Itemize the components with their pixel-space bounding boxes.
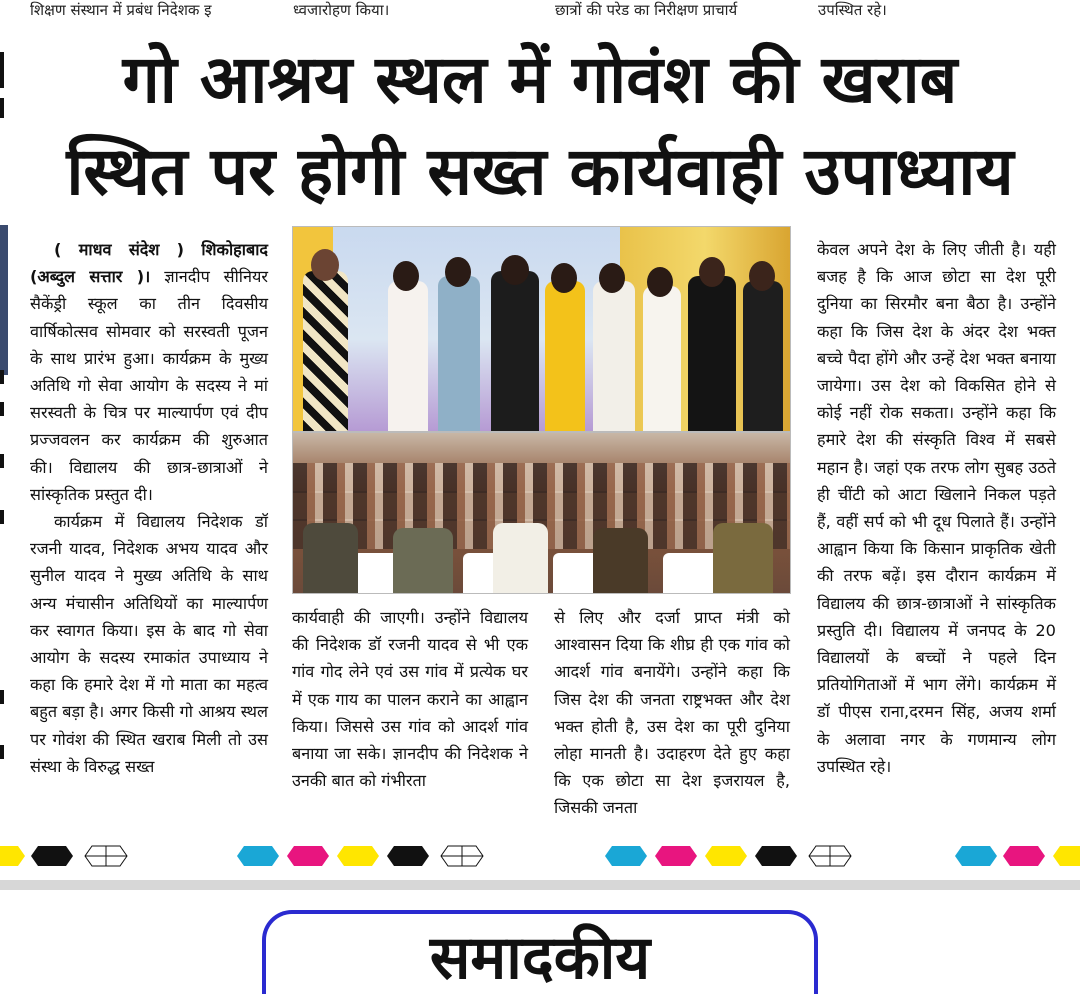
article-column-4 [817, 236, 1056, 780]
col2-text: कार्यवाही की जाएगी। उन्होंने विद्यालय की निदेशक डॉ रजनी यादव से भी एक गांव गोद लेने एवं उस गांव में प्रत्येक घर में एक गाय का पालन कराने का आह्वान किया। जिससे उस गांव को आदर्श गांव बनाया जा सके। ज्ञानदीप की निदेशक ने उनकी बात को गंभीरता [292, 608, 528, 791]
article-column-1 [30, 236, 268, 780]
registration-mark-yellow [1052, 845, 1080, 867]
registration-mark-cyan [954, 845, 998, 867]
editorial-heading-box [262, 910, 818, 994]
dateline: ( माधव संदेश ) शिकोहाबाद (अब्दुल सत्तार )। [30, 240, 268, 287]
col1-paragraph-2: कार्यक्रम में विद्यालय निदेशक डॉ रजनी यादव, निदेशक अभय यादव और सुनील यादव ने मुख्य अतिथि के साथ अन्य मंचासीन अतिथियों का माल्यार्पण कर स्वागत किया। इस के बाद गो सेवा आयोग के सदस्य रमाकांत उपाध्याय ने कहा कि हमारे देश में गो माता का महत्व बहुत बड़ा है। अगर किसी गो आश्रय स्थल पर गोवंश की स्थित खराब मिली तो उस संस्था के विरुद्ध सख्त [30, 512, 268, 776]
prev-article-fragment-4: उपस्थित रहे। [818, 1, 887, 19]
col3-text: से लिए और दर्जा प्राप्त मंत्री को आश्वासन दिया कि शीघ्र ही एक गांव को आदर्श गांव बनायेंगे। उन्होंने कहा कि जिस देश की जनता राष्ट्रभक्त और देश भक्त होती है, उस देश का पूरी दुनिया लोहा मानती है। उदाहरण देते हुए कहा कि एक छोटा सा देश इजरायल है, जिसकी जनता [554, 608, 790, 818]
col1-paragraph-1: ज्ञानदीप सीनियर सैकेंड्री स्कूल का तीन दिवसीय वार्षिकोत्सव सोमवार को सरस्वती पूजन के साथ प्रारंभ हुआ। कार्यक्रम के मुख्य अतिथि गो सेवा आयोग के सदस्य ने मां सरस्वती के चित्र पर माल्यार्पण एवं दीप प्रज्जवलन कर कार्यक्रम की शुरुआत की। विद्यालय की छात्र-छात्राओं ने सांस्कृतिक प्रस्तुत दी। [30, 267, 268, 504]
registration-mark-black [754, 845, 798, 867]
registration-mark-yellow [336, 845, 380, 867]
registration-mark-yellow [704, 845, 748, 867]
registration-mark-black [30, 845, 74, 867]
editorial-heading: समादकीय [429, 923, 651, 993]
registration-crosshair [808, 845, 852, 867]
prev-article-fragment-1: शिक्षण संस्थान में प्रबंध निदेशक इ [30, 1, 212, 19]
left-photo-fragment [0, 225, 8, 375]
prev-article-fragment-2: ध्वजारोहण किया। [293, 1, 390, 19]
registration-mark-magenta [286, 845, 330, 867]
stage-photo [292, 226, 791, 432]
audience-photo [292, 432, 791, 594]
prev-article-fragment-3: छात्रों की परेड का निरीक्षण प्राचार्य [555, 1, 738, 19]
page-separator [0, 880, 1080, 890]
registration-mark-yellow [0, 845, 26, 867]
col4-text: केवल अपने देश के लिए जीती है। यही बजह है कि आज छोटा सा देश पूरी दुनिया का सिरमौर बना बैठा है। उन्होंने कहा कि जिस देश के अंदर देश भक्त बच्चे पैदा होंगे और उन्हें देश भक्त बनाया जायेगा। उस देश को विकसित होने से कोई नहीं रोक सकता। उन्होंने कहा कि हमारे देश की संस्कृति विश्व में सबसे महान है। जहां एक तरफ लोग सुबह उठते ही चींटी को आटा खिलाने निकल पड़ते हैं, वहीं सर्प को भी दूध पिलाते हैं। उन्होंने आह्वान किया कि किसान प्राकृतिक खेती की तरफ बढ़ें। इस दौरान कार्यक्रम में विद्यालय की छात्र-छात्राओं ने सांस्कृतिक प्रस्तुति दी। विद्यालय में जनपद के 20 विद्यालयों के बच्चों ने पहले दिन प्रतियोगिताओं में भाग लेंगे। कार्यक्रम में डॉ पीएस राना,दरमन सिंह, अजय शर्मा के अलावा नगर के गणमान्य लोग उपस्थित रहे। [817, 240, 1056, 776]
registration-mark-magenta [1002, 845, 1046, 867]
registration-crosshair [84, 845, 128, 867]
registration-crosshair [440, 845, 484, 867]
registration-mark-magenta [654, 845, 698, 867]
headline-line-2: स्थित पर होगी सख्त कार्यवाही उपाध्याय [66, 133, 1014, 210]
registration-mark-cyan [236, 845, 280, 867]
headline-line-1: गो आश्रय स्थल में गोवंश की खराब [122, 41, 958, 118]
article-column-2 [292, 604, 528, 794]
article-column-3 [554, 604, 790, 822]
registration-mark-black [386, 845, 430, 867]
registration-mark-cyan [604, 845, 648, 867]
